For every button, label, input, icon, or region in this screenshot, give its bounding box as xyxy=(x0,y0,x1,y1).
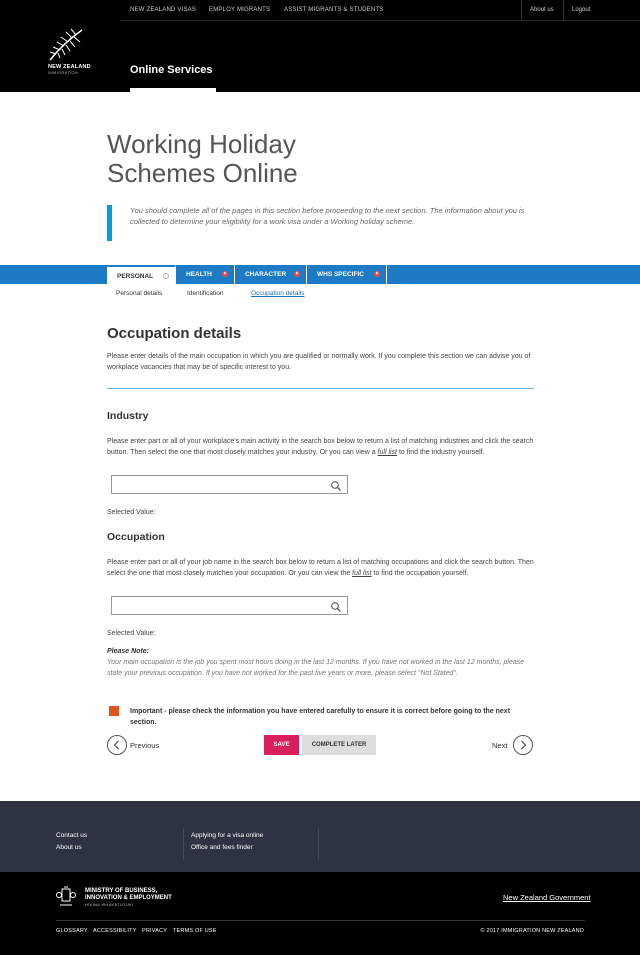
footer-accessibility[interactable]: ACCESSIBILITY xyxy=(93,928,137,934)
important-message: Important - please check the information you have entered carefully to ensure it is correct before going to the next section. xyxy=(130,708,511,726)
copyright: © 2017 IMMIGRATION NEW ZEALAND xyxy=(480,928,584,934)
logout-link[interactable]: Logout xyxy=(563,0,598,21)
nav-employ-migrants[interactable]: EMPLOY MIGRANTS xyxy=(209,7,271,13)
immigration-nz-logo[interactable] xyxy=(46,28,94,76)
chevron-right-icon xyxy=(514,736,532,754)
tab-personal[interactable]: PERSONAL xyxy=(107,265,176,284)
industry-full-list-link[interactable]: full list xyxy=(377,449,397,456)
silver-fern-icon xyxy=(46,28,86,62)
industry-description: Please enter part or all of your workplace's main activity in the search box below to return a list of matching industries and click the search button. Then select the one that most closely matches your industry. Or you can view a full list to find the industry yourself. xyxy=(107,438,534,456)
top-navigation xyxy=(120,0,640,21)
nav-nz-visas[interactable]: NEW ZEALAND VISAS xyxy=(130,7,197,13)
search-icon[interactable] xyxy=(330,600,342,612)
nz-government-link[interactable]: New Zealand Government xyxy=(503,893,591,902)
industry-heading: Industry xyxy=(107,410,149,422)
footer-applying-visa[interactable]: Applying for a visa online xyxy=(191,832,264,839)
save-button[interactable]: SAVE xyxy=(264,735,299,755)
footer-about-us[interactable]: About us xyxy=(56,844,82,851)
occupation-search-input[interactable] xyxy=(111,596,348,615)
subtab-occupation-details[interactable]: Occupation details xyxy=(251,290,305,297)
mbie-maori-name: HĪKINA WHAKATUTUKI xyxy=(85,902,134,907)
footer-separator xyxy=(56,920,585,921)
incomplete-icon: × xyxy=(375,271,379,277)
online-services-underline xyxy=(130,88,216,92)
logo-text-line2: IMMIGRATION xyxy=(48,70,79,75)
section-description: Please enter details of the main occupation in which you are qualified or normally work. If you complete this section we can advise you of workplace vacancies that may be of specific interest to you. xyxy=(107,353,531,371)
subtab-personal-details[interactable]: Personal details xyxy=(116,290,163,297)
subtab-identification[interactable]: Identification xyxy=(187,290,224,297)
important-flag-icon xyxy=(109,706,119,716)
occupation-heading: Occupation xyxy=(107,531,165,543)
chevron-left-icon xyxy=(108,736,126,754)
mbie-logo-text[interactable]: MINISTRY OF BUSINESS, INNOVATION & EMPLOYMENT xyxy=(85,888,172,901)
tab-health[interactable]: HEALTH × xyxy=(176,265,235,284)
footer-bottom xyxy=(0,872,640,955)
footer-office-fees[interactable]: Office and fees finder xyxy=(191,844,253,851)
please-note: Please Note: Your main occupation is the job you spent most hours doing in the last 12 months. If you have not worked in the last 12 months, please state your previous occupation. If you have not worked for the past five years or more, please select "Not Stated". xyxy=(107,648,525,677)
search-icon[interactable] xyxy=(330,479,342,491)
previous-label[interactable]: Previous xyxy=(130,741,160,750)
intro-text: You should complete all of the pages in this section before proceeding to the next section. The information about you is collected to determine your eligibility for a work visa under a Working holiday scheme. xyxy=(107,205,537,241)
footer-links-area xyxy=(0,801,640,872)
occupation-description: Please enter part or all of your job name in the search box below to return a list of matching occupations and click the search button. Then select the one that most closely matches your occupation. Or you can view the full list to find the occupation yourself. xyxy=(107,559,534,577)
tab-whs-specific[interactable]: WHS SPECIFIC × xyxy=(307,265,387,284)
divider xyxy=(107,388,534,389)
footer-divider xyxy=(318,828,319,860)
incomplete-icon: × xyxy=(295,271,299,277)
next-button[interactable] xyxy=(513,735,533,755)
industry-selected-value: Selected Value: xyxy=(107,509,156,516)
next-label[interactable]: Next xyxy=(492,741,508,750)
occupation-full-list-link[interactable]: full list xyxy=(352,570,372,577)
footer-contact-us[interactable]: Contact us xyxy=(56,832,88,839)
nav-assist-migrants[interactable]: ASSIST MIGRANTS & STUDENTS xyxy=(284,7,384,13)
logo-text-line1: NEW ZEALAND xyxy=(48,64,91,70)
occupation-selected-value: Selected Value: xyxy=(107,630,156,637)
footer-privacy[interactable]: PRIVACY xyxy=(142,928,168,934)
previous-button[interactable] xyxy=(107,735,127,755)
complete-later-button[interactable]: COMPLETE LATER xyxy=(302,735,376,755)
section-heading: Occupation details xyxy=(107,325,242,342)
online-services-title[interactable]: Online Services xyxy=(130,64,213,76)
footer-glossary[interactable]: GLOSSARY xyxy=(56,928,88,934)
tab-character[interactable]: CHARACTER × xyxy=(235,265,307,284)
in-progress-icon xyxy=(163,273,169,279)
about-us-link[interactable]: About us xyxy=(521,0,562,21)
incomplete-icon: × xyxy=(223,271,227,277)
page-title: Working Holiday Schemes Online xyxy=(107,129,298,188)
coat-of-arms-icon xyxy=(56,885,76,909)
industry-search-input[interactable] xyxy=(111,475,348,494)
footer-terms[interactable]: TERMS OF USE xyxy=(173,928,217,934)
footer-divider xyxy=(183,828,184,860)
